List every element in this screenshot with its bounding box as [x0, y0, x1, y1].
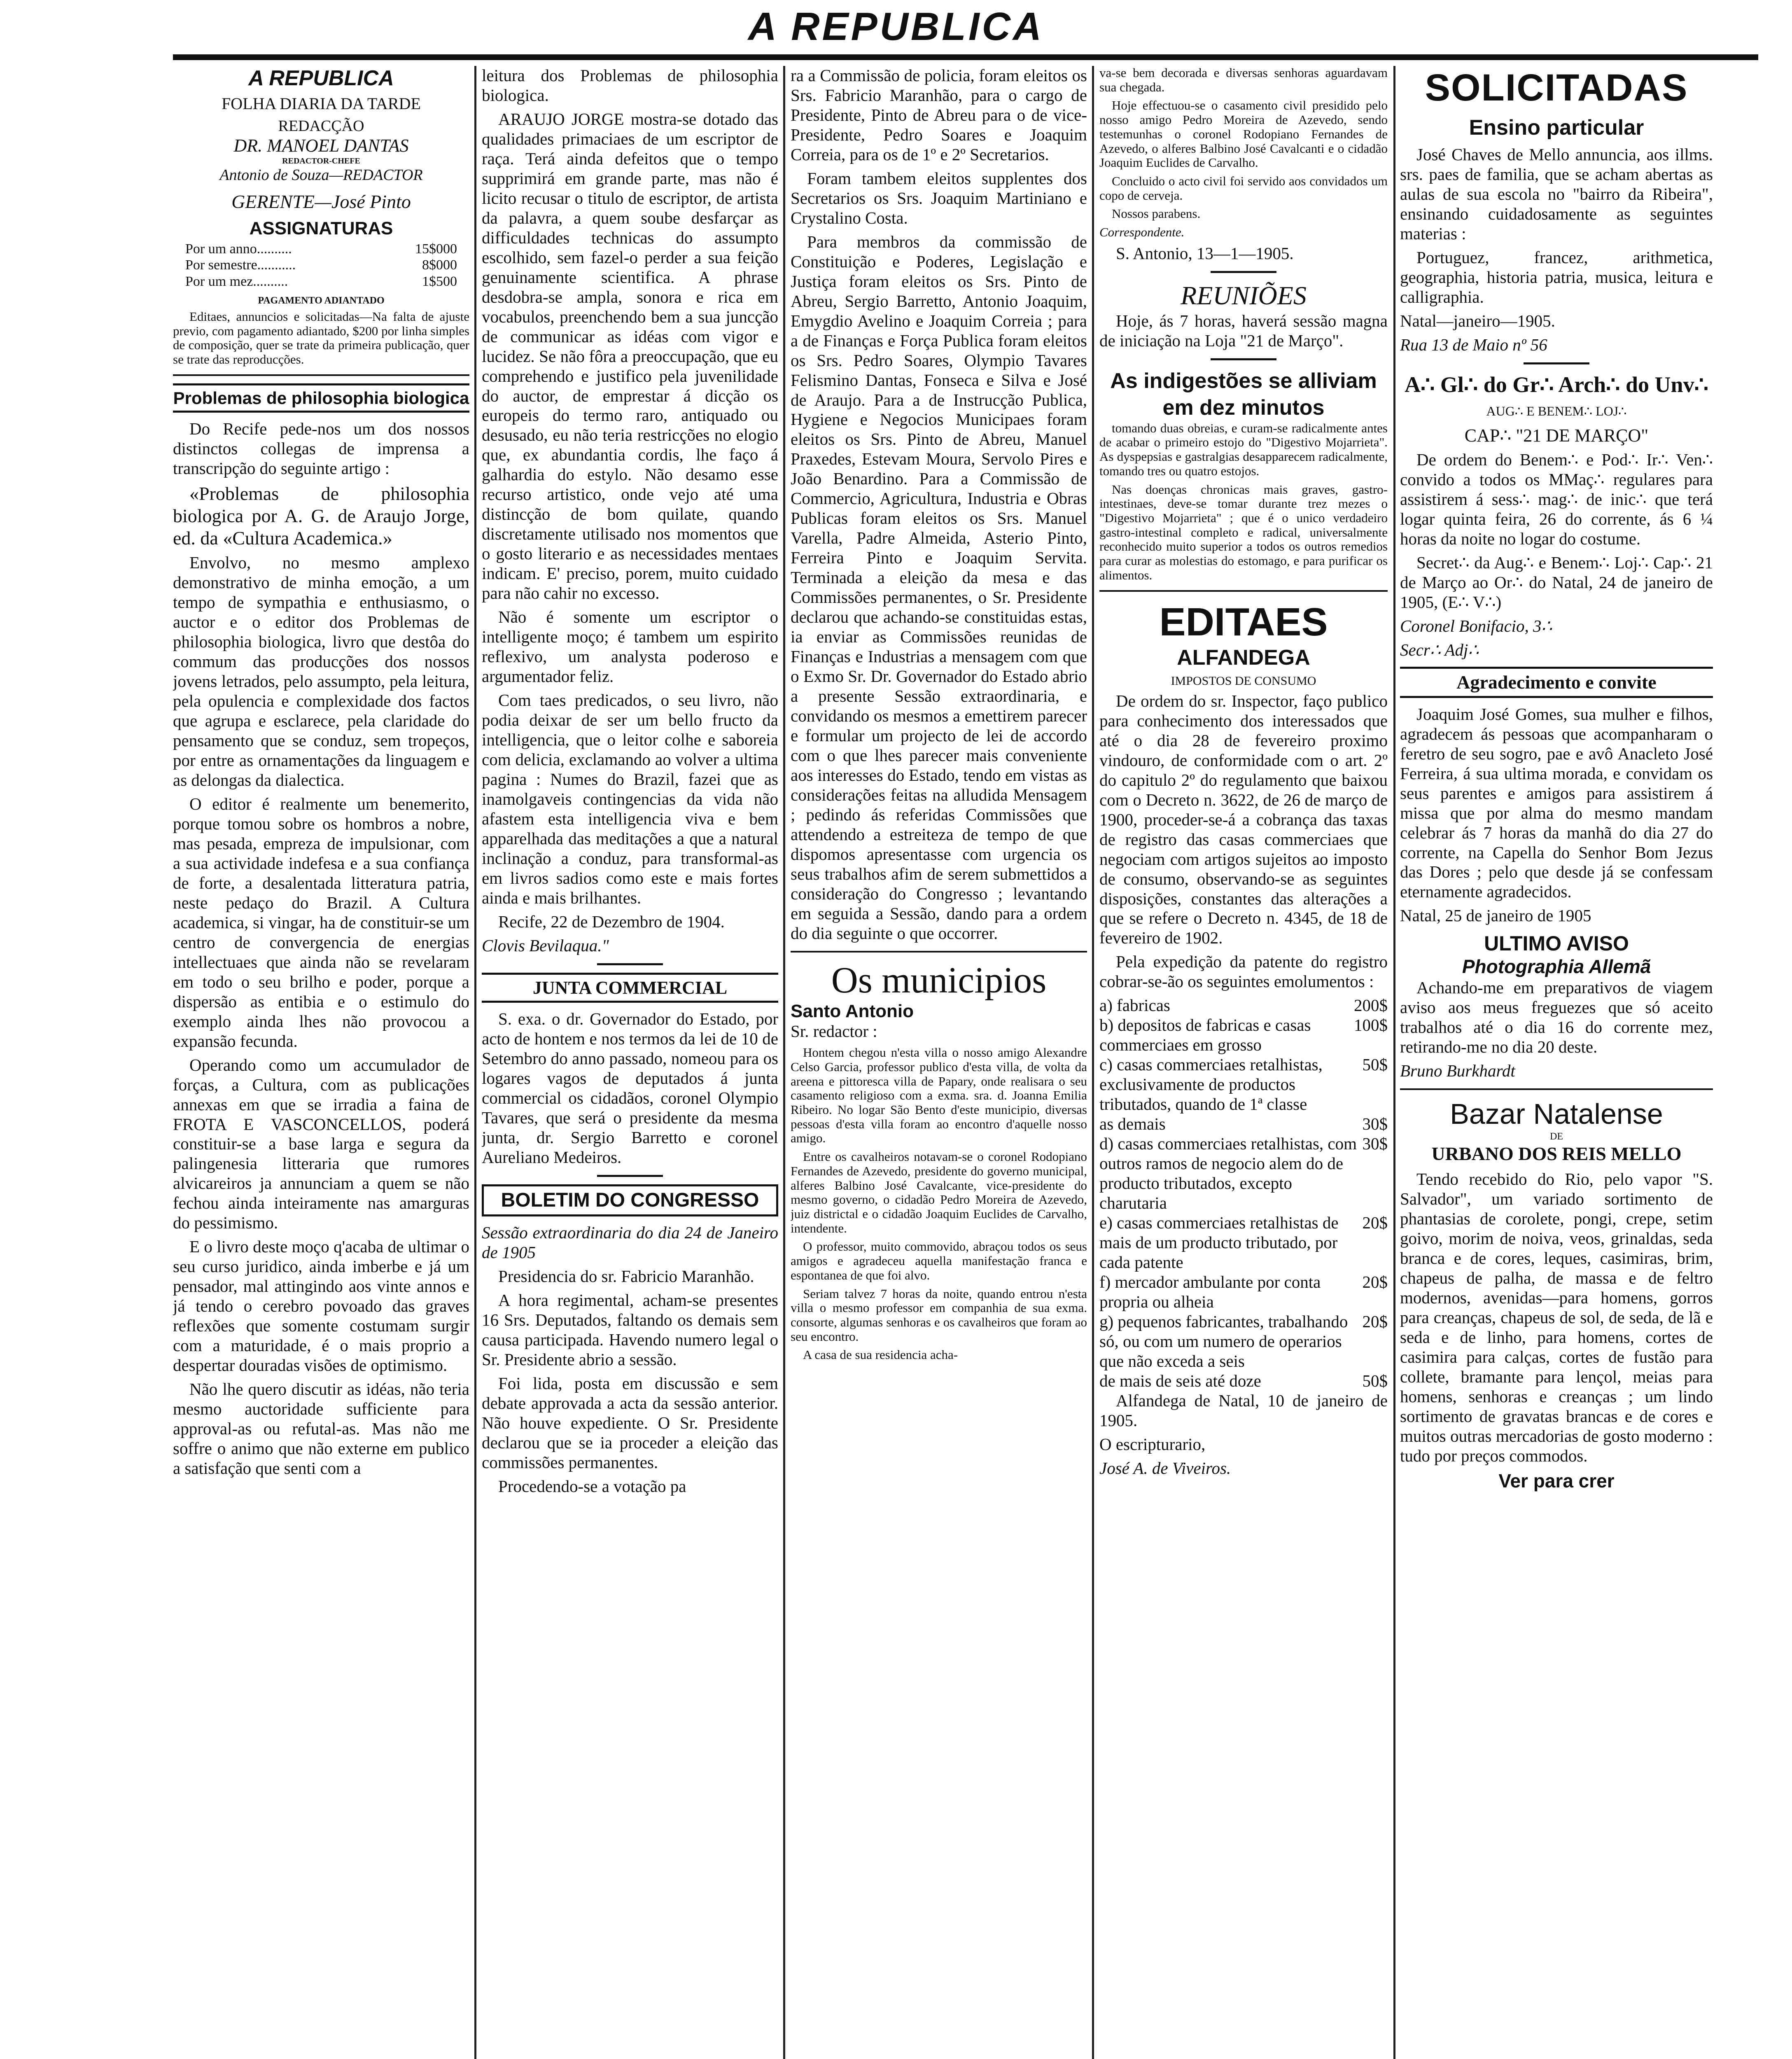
- paragraph: Portuguez, francez, arithmetica, geographia, historia patria, musica, leitura e calligraphia.: [1400, 248, 1713, 307]
- divider: [1211, 271, 1276, 273]
- column-2: [482, 66, 778, 2059]
- paragraph: A hora regimental, acham-se presentes 16 Srs. Deputados, faltando os demais sem causa participada. Havendo numero legal o Sr. Presidente abrio a sessão.: [482, 1290, 778, 1369]
- manager: GERENTE—José Pinto: [231, 191, 411, 212]
- redaccao-label: REDACÇÃO: [278, 117, 364, 135]
- fee-row: as demais 30$: [1099, 1114, 1388, 1134]
- paragraph: De ordem do sr. Inspector, faço publico para conhecimento dos interessados que até o dia 28 de fevereiro proximo vindouro, de conformidade com o art. 2º do capitulo 2º do regulamento que baixou com o Decreto n. 3622, de 26 de março de 1900, proceder-se-á a cobrança das taxas de registro das casas commerciaes que negociam com artigos sujeitos ao imposto de consumo, observando-se as seguintes disposições, constantes das alterações a que se refere o Decreto n. 4345, de 18 de fevereiro de 1902.: [1099, 691, 1388, 948]
- signature: Clovis Bevilaqua.": [482, 936, 609, 955]
- paragraph: Hoje, ás 7 horas, haverá sessão magna de iniciação na Loja "21 de Março".: [1099, 311, 1388, 350]
- junta-title: JUNTA COMMERCIAL: [482, 973, 778, 1003]
- paragraph: Foi lida, posta em discussão e sem debate approvada a acta da sessão anterior. Não houve expediente. O Sr. Presidente declarou que se ia proceder a eleição das commissões permanentes.: [482, 1373, 778, 1472]
- subscription-row: Por semestre........... 8$000: [185, 257, 457, 273]
- editaes-title: EDITAES: [1159, 600, 1328, 644]
- editor-chief-role: REDACTOR-CHEFE: [282, 156, 360, 166]
- solicitadas-title: SOLICITADAS: [1425, 67, 1688, 109]
- bazar-owner: URBANO DOS REIS MELLO: [1431, 1143, 1682, 1164]
- paragraph: ARAUJO JORGE mostra-se dotado das qualidades primaciaes de um escriptor de raça. Terá ainda defeitos que o tempo supprimirá em grande parte, mas não é licito recusar o titulo de escriptor, de artista da palavra, a quem soube desfarçar as difficuldades technicas do assumpto escolhido, sem fazel-o perder a sua feição genuinamente scientifica. A phrase desdobra-se ampla, sonora e rica em vocabulos, preenchendo bem a sua juncção de communicar as idéas com vigor e lucidez. Se não fôra a preoccupação, que eu comprehendo e justifico pela juvenilidade do auctor, de emprestar á dicção os europeis do termo raro, antiquado ou desusado, eu não teria restricções no elogio que, ex abundantia cordis, lhe faço á galhardia do estylo. Não desamo esse recurso artistico, onde vejo até uma distincção de bom quilate, quando discretamente utilisado nos momentos que o gosto literario e as necessidades mentaes indicam. E' preciso, porem, muito cuidado para não cahir no excesso.: [482, 109, 778, 603]
- divider: [1099, 590, 1388, 592]
- divider: [791, 951, 1087, 952]
- article-title: Problemas de philosophia biologica: [173, 383, 469, 413]
- paragraph: Tendo recebido do Rio, pelo vapor "S. Salvador", um variado sortimento de phantasias de corolete, pongi, crepe, setim goivo, morim de noiva, veos, grinaldas, seda branca e de cores, leques, casimiras, brim, chapeus de palha, de massa e de feltro modernos, avenidas—para homens, gorros para creanças, chapeus de sol, de seda, de lã e seda e de linho, para homens, cortes de casimira para calças, cortes de fustão para collete, bramante para lençol, meias para homens, senhoras e creanças ; um lindo sortimento de gravatas brancas e de cores e muitos outras mercadorias de gosto moderno : tudo por preços commodos.: [1400, 1170, 1713, 1465]
- cap-heading: CAP∴ "21 DE MARÇO": [1464, 425, 1649, 446]
- paragraph: Secret∴ da Aug∴ e Benem∴ Loj∴ Cap∴ 21 de Março ao Or∴ do Natal, 24 de janeiro de 1905, (E∴ V∴): [1400, 553, 1713, 612]
- paragraph: ra a Commissão de policia, foram eleitos os Srs. Fabricio Maranhão, para o cargo de Presidente, Pinto de Abreu para o de vice-Presidente, Pedro Soares e Joaquim Correia, para os de 1º e 2º Secretarios.: [791, 66, 1087, 164]
- column-1: [173, 66, 469, 2059]
- column-5: [1400, 66, 1713, 2059]
- masthead-rule: [173, 54, 1758, 60]
- paragraph: Operando como um accumulador de forças, a Cultura, com as publicações annexas em que se irradia a faina de FROTA E VASCONCELLOS, poderá constituir-se a base larga e segura da palingenesia litteraria que rumores alvicareiros ja annunciam a quem se não fechou ainda inteiramente nas amarguras do pessimismo.: [173, 1055, 469, 1233]
- paragraph: Presidencia do sr. Fabricio Maranhão.: [498, 1266, 754, 1286]
- agrad-date: Natal, 25 de janeiro de 1905: [1400, 906, 1591, 925]
- paragraph: Pela expedição da patente do registro cobrar-se-ão os seguintes emolumentos :: [1099, 952, 1388, 991]
- paragraph: va-se bem decorada e diversas senhoras aguardavam sua chegada.: [1099, 66, 1388, 94]
- payment-note: PAGAMENTO ADIANTADO: [258, 295, 385, 306]
- paragraph: E o livro deste moço q'acaba de ultimar o seu curso juridico, ainda imberbe e já um pensador, mal attingindo aos vinte annos e já tendo o cerebro povoado das graves reflexões que somente costumam surgir com a maturidade, é o mais proprio a despertar douradas visões de optimismo.: [173, 1237, 469, 1375]
- reunioes-title: REUNIÕES: [1181, 280, 1307, 310]
- paragraph: tomando duas obreias, e curam-se radicalmente antes de acabar o primeiro estojo do "Digestivo Mojarrieta". As dyspepsias e gastralgias desapparecem radicalmente, tomando tres ou quatro estojos.: [1099, 420, 1388, 478]
- fee-row: e) casas commerciaes retalhistas de mais de um producto tributado, por cada patente 20$: [1099, 1213, 1388, 1272]
- agrad-title: Agradecimento e convite: [1400, 667, 1713, 698]
- subscriptions-title: ASSIGNATURAS: [249, 218, 393, 239]
- paragraph: Envolvo, no mesmo amplexo demonstrativo de minha emoção, a um tempo de sympathia e enthusiasmo, o auctor e o editor dos Problemas de philosophia biologica, livro que destôa do commum das producções dos nossos jovens letrados, pelo assumpto, pela leitura, pela opulencia e complexidade dos factos que agrupa e esclarece, pela claridade do pensamento que se conduz, sem tropeços, por entre as ornamentações da linguagem e as delongas da dialectica.: [173, 553, 469, 790]
- paragraph: Procedendo-se a votação pa: [498, 1476, 686, 1496]
- ver-para-crer: Ver para crer: [1498, 1470, 1615, 1492]
- fee-row: c) casas commerciaes retalhistas, exclusivamente de productos tributados, quando de 1ª classe 50$: [1099, 1055, 1388, 1114]
- paper-subtitle: FOLHA DIARIA DA TARDE: [222, 94, 421, 113]
- masthead-title: A REPUBLICA: [748, 5, 1044, 49]
- masthead: [0, 4, 1792, 54]
- paragraph: Para membros da commissão de Constituição e Poderes, Legislação e Justiça foram eleitos os Srs. Pinto de Abreu, Sergio Barretto, Antonio Joaquim, Emygdio Avelino e Joaquim Correia ; para a de Finanças e Força Publica foram eleitos os Srs. Pedro Soares, Olympio Tavares Felismino Dantas, Fonseca e Silva e José de Araujo. Para a de Instrucção Publica, Hygiene e Negocios Municipaes foram eleitos os Srs. Pinto de Abreu, Manuel Praxedes, Estevam Moura, Servolo Pires e João Benardino. Para a Commissão de Commercio, Agricultura, Industria e Obras Publicas foram eleitos os Srs. Manuel Varella, Padre Almeida, Asterio Pinto, Ferreira Pinto e Joaquim Servita. Terminada a eleição da mesa e das Commissões permanentes, o Sr. Presidente declarou que achando-se constituidas estas, ia enviar as Commissões reunidas de Finanças e Industrias a mensagem com que o Exmo Sr. Dr. Governador do Estado abrio a presente Sessão extraordinaria, e convidando os mesmos a emettirem parecer e formular um projecto de lei de accordo com o que lhes parecer mais conveniente aos interesses do Estado, tendo em vistas as considerações feitas na alludida Mensagem ; pedindo ás referidas Commissões que attendendo a estreiteza de tempo de que dispomos apresentasse com urgencia os seus trabalhos afim de serem submettidos a consideração do Congresso ; levantando em seguida a Sessão, dando para a ordem do dia seguinte o que occorrer.: [791, 232, 1087, 943]
- photo-sign: Bruno Burkhardt: [1400, 1061, 1515, 1080]
- editor-chief: DR. MANOEL DANTAS: [233, 135, 409, 156]
- coronel: Coronel Bonifacio, 3∴: [1400, 616, 1552, 635]
- bazar-de: DE: [1550, 1131, 1563, 1142]
- paragraph: O editor é realmente um benemerito, porque tomou sobre os hombros a nobre, mas pesada, empreza de impulsionar, com a sua actividade indefesa e a sua confiança de forte, a desalentada litteratura patria, neste pedaço do Brazil. A Cultura academica, si vingar, ha de constituir-se um centro de convergencia de energias intellectuaes que ainda não se revelaram em todo o seu brilho e poder, porque a dispersão as entibia e o estimulo do exemplo ainda lhes não provocou a expansão fecunda.: [173, 794, 469, 1051]
- paragraph: Joaquim José Gomes, sua mulher e filhos, agradecem ás pessoas que acompanharam o feretro de seu sogro, pae e avô Anacleto José Ferreira, á sua ultima morada, e convidam os seus parentes e amigos para assistirem á missa que por alma do mesmo mandam celebrar ás 7 horas da manhã do dia 27 do corrente, na Capella do Senhor Bom Jezus das Dores ; pelo que desde já se confessam eternamente agradecidos.: [1400, 704, 1713, 901]
- boletim-subtitle: Sessão extraordinaria do dia 24 de Janeiro de 1905: [482, 1223, 778, 1262]
- subscription-row: Por um anno.......... 15$000: [185, 241, 457, 257]
- loja-heading: AUG∴ E BENEM∴ LOJ∴: [1486, 404, 1627, 419]
- maconic-title: A∴ Gl∴ do Gr∴ Arch∴ do Unv∴: [1405, 372, 1708, 397]
- subscriptions-list: [173, 239, 469, 292]
- indigestion-title: As indigestões se alliviam em dez minutos: [1110, 369, 1377, 420]
- paragraph: Achando-me em preparativos de viagem aviso aos meus freguezes que só aceito trabalhos até o dia 16 do corrente mez, retirando-me no dia 20 deste.: [1400, 978, 1713, 1056]
- column-4: [1099, 66, 1388, 2059]
- paragraph: S. exa. o dr. Governador do Estado, por acto de hontem e nos termos da lei de 10 de Setembro do anno passado, nomeou para os logares vagos de deputados á junta commercial os cidadãos, coronel Olympio Tavares, que será o presidente da mesma junta, dr. Sergio Barretto e coronel Aureliano Medeiros.: [482, 1009, 778, 1167]
- subscription-row: Por um mez.......... 1$500: [185, 274, 457, 289]
- paragraph: Hoje effectuou-se o casamento civil presidido pelo nosso amigo Pedro Moreira de Azevedo, sendo testemunhas o coronel Rodopiano Fernandes de Azevedo, o alferes Balbino José Cavalcanti e o cidadão Joaquim Euclides de Carvalho.: [1099, 98, 1388, 170]
- escripturario: O escripturario,: [1099, 1434, 1206, 1454]
- divider: [173, 374, 469, 376]
- editor: Antonio de Souza—REDACTOR: [219, 166, 423, 184]
- paragraph: Com taes predicados, o seu livro, não podia deixar de ser um bello fructo da intelligencia, que o leitor colhe e saboreia com delicia, exclamando ao volver a ultima pagina : Numes do Brazil, fazei que as inamolgaveis contingencias da vida não afastem esta intelligencia viva e bem apparelhada das meditações a que a natural inclinação a conduz, para transformal-as em livros sadios como este e mais fortes ainda e mais brilhantes.: [482, 691, 778, 907]
- photo-title: Photographia Allemã: [1462, 955, 1651, 977]
- paragraph: O professor, muito commovido, abraçou todos os seus amigos e agradeceu aquella manifestação franca e espontanea de que foi alvo.: [791, 1239, 1087, 1282]
- secr-adj: Secr∴ Adj∴: [1400, 640, 1479, 659]
- fee-row: g) pequenos fabricantes, trabalhando só, ou com um numero de operarios que não exceda a seis 20$: [1099, 1312, 1388, 1370]
- municipios-title: Os municipios: [831, 959, 1047, 1001]
- paragraph: Nas doenças chronicas mais graves, gastro-intestinaes, deve-se tomar durante trez mezes o "Digestivo Mojarrieta" ; que é o unico verdadeiro gastro-intestinal completo e radical, universalmente reconhecido muito superior a todos os outros remedios para curar as molestias do estomago, e para purificar os alimentos.: [1099, 482, 1388, 582]
- paragraph: Hontem chegou n'esta villa o nosso amigo Alexandre Celso Garcia, professor publico d'esta villa, de volta da areena e pittoresca villa de Papary, onde realisara o seu casamento religioso com a exma. sra. d. Joanna Emilia Ribeiro. No logar São Bento d'este municipio, diversas pessoas d'esta villa foram ao encontro d'aquelle nosso amigo.: [791, 1045, 1087, 1146]
- paragraph: Não lhe quero discutir as idéas, não teria mesmo auctoridade sufficiente para approval-as ou refutal-as. Mas não me soffre o animo que não externe em publico a satisfação que senti com a: [173, 1380, 469, 1478]
- paragraph: «Problemas de philosophia biologica por A. G. de Araujo Jorge, ed. da «Cultura Academica.»: [173, 483, 469, 549]
- paragraph: De ordem do Benem∴ e Pod∴ Ir∴ Ven∴ convido a todos os MMaç∴ regulares para assistirem á sess∴ mag∴ de inic∴ que terá logar quinta feira, 26 do corrente, ás 6 ¼ horas da noite no logar do costume.: [1400, 450, 1713, 549]
- santo-antonio-heading: Santo Antonio: [791, 1001, 914, 1021]
- paragraph: A casa de sua residencia acha-: [803, 1347, 958, 1362]
- boletim-title: BOLETIM DO CONGRESSO: [482, 1184, 778, 1216]
- paragraph: Alfandega de Natal, 10 de janeiro de 1905.: [1099, 1391, 1388, 1430]
- column-divider: [474, 66, 476, 2059]
- signer: José A. de Viveiros.: [1099, 1458, 1231, 1478]
- paragraph: Entre os cavalheiros notavam-se o coronel Rodopiano Fernandes de Azevedo, presidente do governo municipal, alferes Balbino José Cavalcante, vice-presidente do mesmo governo, o cidadão Pedro Moreira de Azevedo, juiz districtal e o cidadão Joaquim Euclides de Carvalho, intendente.: [791, 1149, 1087, 1235]
- ultimo-aviso-title: ULTIMO AVISO: [1484, 932, 1629, 955]
- paragraph: Foram tambem eleitos supplentes dos Secretarios os Srs. Joaquim Martiniano e Crystalino Costa.: [791, 168, 1087, 227]
- fee-row: a) fabricas 200$: [1099, 996, 1388, 1015]
- paragraph: Do Recife pede-nos um dos nossos distinctos collegas de imprensa a transcripção do seguinte artigo :: [173, 419, 469, 478]
- fee-row: f) mercador ambulante por conta propria ou alheia 20$: [1099, 1272, 1388, 1311]
- paragraph: Concluido o acto civil foi servido aos convidados um copo de cerveja.: [1099, 174, 1388, 203]
- paper-name: A REPUBLICA: [248, 66, 394, 90]
- column-divider: [1092, 66, 1094, 2059]
- correspondent: Correspondente.: [1099, 225, 1185, 240]
- divider: [597, 963, 663, 965]
- dateline: S. Antonio, 13—1—1905.: [1116, 243, 1294, 263]
- ensino-date: Natal—janeiro—1905.: [1400, 311, 1555, 331]
- column-divider: [1393, 66, 1395, 2059]
- fee-row: de mais de seis até doze 50$: [1099, 1371, 1388, 1390]
- ensino-address: Rua 13 de Maio nº 56: [1400, 335, 1547, 355]
- fee-row: b) depositos de fabricas e casas commerciaes em grosso 100$: [1099, 1015, 1388, 1055]
- paragraph: leitura dos Problemas de philosophia biologica.: [482, 66, 778, 105]
- paragraph: Não é somente um escriptor o intelligente moço; é tambem um espirito reflexivo, um analysta poderoso e argumentador feliz.: [482, 607, 778, 686]
- divider: [1211, 358, 1276, 360]
- ensino-title: Ensino particular: [1469, 115, 1644, 140]
- column-3: [791, 66, 1087, 2059]
- divider: [1524, 362, 1589, 364]
- paragraph: Recife, 22 de Dezembro de 1904.: [498, 912, 725, 931]
- impostos-heading: IMPOSTOS DE CONSUMO: [1171, 674, 1316, 688]
- sr-redactor: Sr. redactor :: [791, 1022, 877, 1041]
- alfandega-heading: ALFANDEGA: [1177, 645, 1310, 670]
- ads-note: Editaes, annuncios e solicitadas—Na falta de ajuste previo, com pagamento adiantado, $200 por linha simples de composição, quer se trate da primeira publicação, quer se trate das reproducções.: [173, 309, 469, 367]
- divider: [1400, 1088, 1713, 1090]
- fee-list: [1099, 996, 1388, 1391]
- fee-row: d) casas commerciaes retalhistas, com outros ramos de negocio alem do de producto tributados, excepto charutaria 30$: [1099, 1134, 1388, 1213]
- paragraph: Seriam talvez 7 horas da noite, quando entrou n'esta villa o mesmo professor em companhia de sua exma. consorte, algumas senhoras e os cavalheiros que foram ao seu encontro.: [791, 1286, 1087, 1344]
- bazar-title: Bazar Natalense: [1450, 1097, 1663, 1130]
- paragraph: Nossos parabens.: [1112, 206, 1201, 221]
- paragraph: José Chaves de Mello annuncia, aos illms. srs. paes de familia, que se acham abertas as aulas de sua escola no "bairro da Ribeira", ensinando cuidadosamente as seguintes materias :: [1400, 145, 1713, 243]
- column-divider: [783, 66, 785, 2059]
- divider: [597, 1175, 663, 1177]
